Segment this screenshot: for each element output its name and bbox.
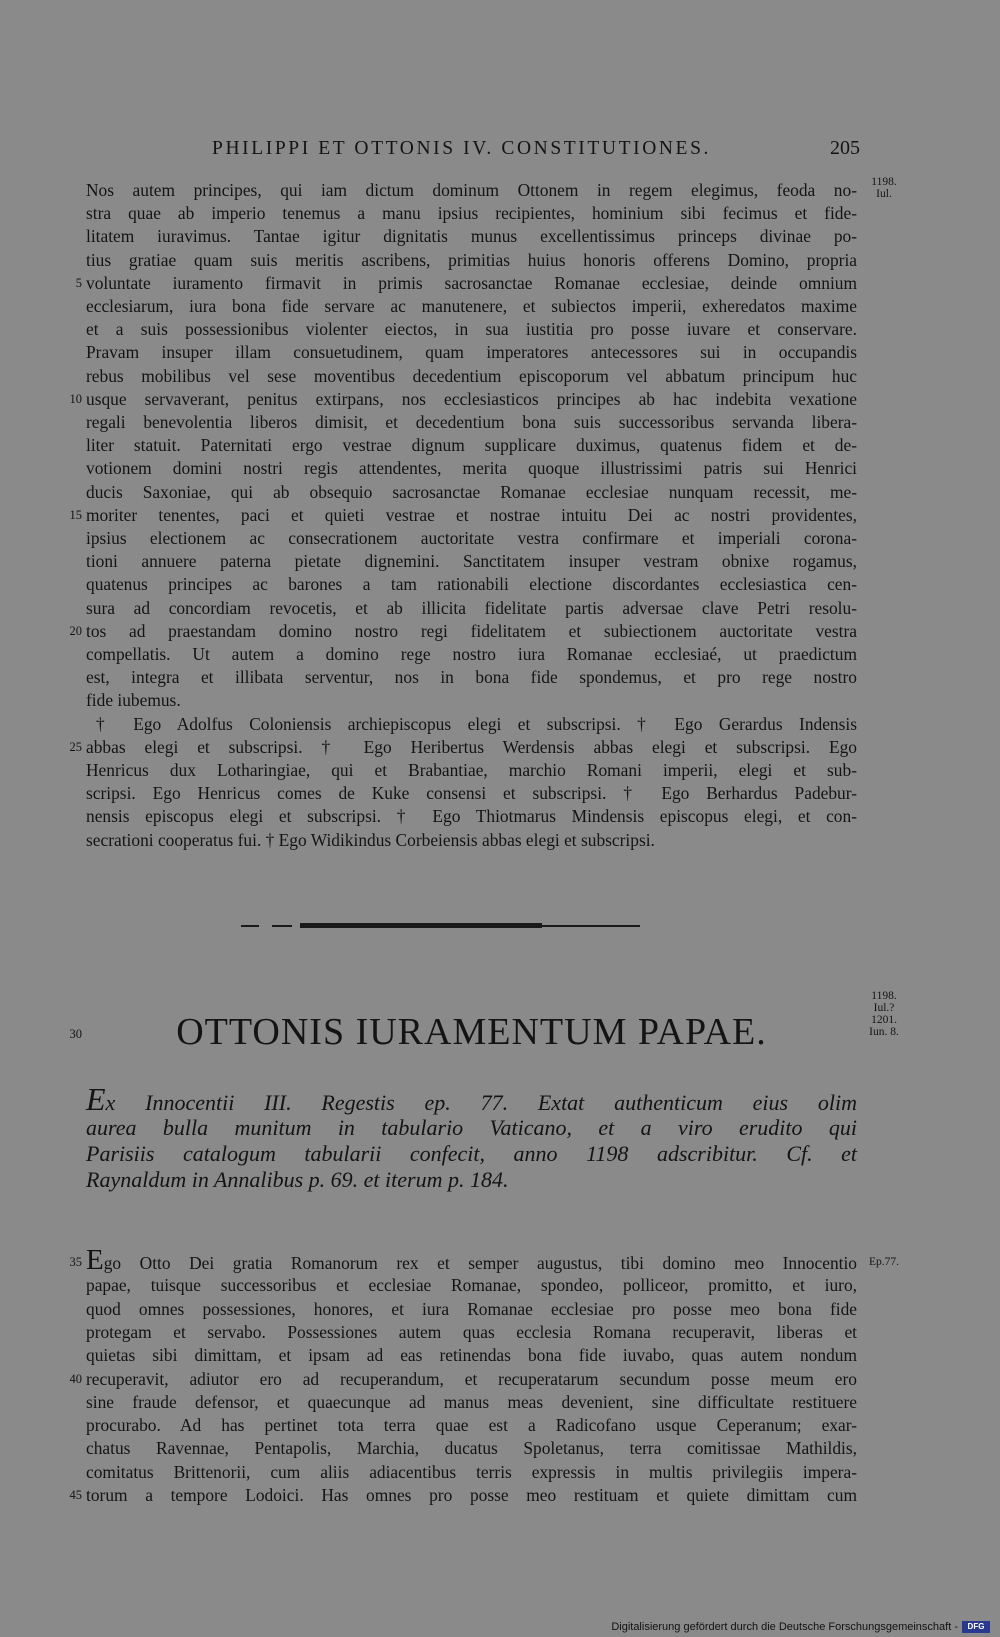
text-line: sura ad concordiam revocetis, et ab illicita fidelitate partis adversae clave Petri resolu- — [86, 598, 857, 618]
text-line: tius gratiae quam suis meritis ascribens, primitias huius honoris offerens Domino, propria — [86, 250, 857, 270]
source-line-text: Parisiis catalogum tabularii confecit, anno 1198 adscribitur. Cf. et — [86, 1141, 857, 1166]
text-line-content: recuperavit, adiutor ero ad recuperandum, et recuperatarum secundum posse meum ero — [86, 1369, 857, 1389]
line-number: 25 — [69, 740, 82, 754]
divider-segment — [241, 925, 259, 927]
text-line — [86, 1390, 857, 1414]
text-line — [86, 1273, 857, 1297]
text-line — [86, 1436, 857, 1460]
dfg-logo: DFG — [962, 1621, 990, 1633]
margin-date-year: 1198. — [871, 990, 897, 1002]
footer-text: Digitalisierung gefördert durch die Deutsche Forschungsgemeinschaft - — [611, 1621, 958, 1633]
source-line-text: Raynaldum in Annalibus p. 69. et iterum p. 184. — [86, 1167, 509, 1192]
margin-date-note — [866, 990, 902, 1038]
source-line — [86, 1081, 857, 1117]
text-line — [86, 1297, 857, 1321]
text-line: moriter tenentes, paci et quieti vestrae et nostrae intuitu Dei ac nostri providentes, — [86, 505, 857, 525]
text-line: scripsi. Ego Henricus comes de Kuke consensi et subscripsi. † Ego Berhardus Padebur- — [86, 783, 857, 803]
divider-segment — [542, 925, 640, 927]
text-line: tos ad praestandam domino nostro regi fidelitatem et subiectionem auctoritate vestra — [86, 621, 857, 641]
text-line: Henricus dux Lotharingiae, qui et Brabantiae, marchio Romani imperii, elegi et sub- — [86, 760, 857, 780]
page-number: 205 — [830, 137, 860, 159]
text-line: ecclesiarum, iura bona fide servare ac manutenere, et subiectos imperii, exheredatos maxime — [86, 296, 857, 316]
line-number: 30 — [69, 1027, 82, 1041]
text-line: et a suis possessionibus violenter eiectos, in sua iustitia pro posse iuvare et conservare. — [86, 319, 857, 339]
source-line-text: aurea bulla munitum in tabulario Vaticano, et a viro erudito qui — [86, 1115, 857, 1140]
text-line — [86, 1244, 857, 1276]
source-line — [86, 1114, 857, 1141]
text-line: est, integra et illibata serventur, nos in bona fide spondemus, et pro rege nostro — [86, 667, 857, 687]
line-number: 20 — [69, 624, 82, 638]
text-line — [86, 1483, 857, 1507]
section-heading: OTTONIS IURAMENTUM PAPAE. — [176, 1011, 767, 1053]
margin-date-year: 1201. — [871, 1014, 897, 1026]
text-line: rebus mobilibus vel sese moventibus decedentium episcoporum vel abbatum principum huc — [86, 366, 857, 386]
text-line: ipsius electionem ac consecrationem auctoritate vestra confirmare et imperiali corona- — [86, 528, 857, 548]
text-line-content: procurabo. Ad has pertinet tota terra quae est a Radicofano usque Ceperanum; exar- — [86, 1415, 857, 1435]
text-line: nensis episcopus elegi et subscripsi. † Ego Thiotmarus Mindensis episcopus elegi, et con- — [86, 806, 857, 826]
margin-date-month: Iun. 8. — [869, 1026, 899, 1038]
text-line — [86, 1413, 857, 1437]
running-head — [212, 137, 860, 163]
text-line — [86, 1367, 857, 1391]
footer-credit — [611, 1620, 990, 1634]
divider-segment — [272, 925, 292, 927]
text-line: abbas elegi et subscripsi. † Ego Heribertus Werdensis abbas elegi et subscripsi. Ego — [86, 737, 857, 757]
margin-letter-reference: Ep.77. — [868, 1256, 900, 1268]
line-number: 45 — [69, 1488, 82, 1502]
line-number: 35 — [69, 1255, 82, 1269]
text-line-content: sine fraude defensor, et quaecunque ad manus meas devenient, sine difficultate restituere — [86, 1392, 857, 1412]
initial-capital: E — [86, 1244, 104, 1276]
text-line: stra quae ab imperio tenemus a manu ipsius recipientes, hominium sibi fecimus et fide- — [86, 203, 857, 223]
source-line — [86, 1166, 857, 1193]
text-line-content: papae, tuisque successoribus et ecclesiae Romanae, spondeo, polliceor, promitto, et iuro, — [86, 1275, 857, 1295]
line-number: 15 — [69, 508, 82, 522]
line-number: 10 — [69, 392, 82, 406]
text-line: Pravam insuper illam consuetudinem, quam imperatores antecessores sui in occupandis — [86, 342, 857, 362]
divider-bar — [300, 923, 542, 928]
margin-date-year: 1198. — [871, 176, 897, 188]
text-line-content: comitatus Brittenorii, cum aliis adiacentibus terris expressis in multis privilegiis impera- — [86, 1462, 857, 1482]
text-line: quatenus principes ac barones a tam rationabili electione discordantes ecclesiastica cen- — [86, 574, 857, 594]
text-line-content: protegam et servabo. Possessiones autem quas ecclesia Romana recuperavit, liberas et — [86, 1322, 857, 1342]
margin-date-month: Iul.? — [873, 1002, 895, 1014]
text-line-content: torum a tempore Lodoici. Has omnes pro posse meo restituam et quiete dimittam cum — [86, 1485, 857, 1505]
text-line: liter statuit. Paternitati ergo vestrae dignum supplicare duximus, quatenus fidem et de- — [86, 435, 857, 455]
text-line-content: chatus Ravennae, Pentapolis, Marchia, ducatus Spoletanus, terra comitissae Mathildis, — [86, 1438, 857, 1458]
line-number: 40 — [69, 1372, 82, 1386]
text-line: Nos autem principes, qui iam dictum dominum Ottonem in regem elegimus, feoda no- — [86, 180, 857, 200]
margin-date-month: Iul. — [876, 188, 892, 200]
text-line-content: quietas sibi dimittam, et ipsam ad eas retinendas bona fide iuvabo, quas autem nondum — [86, 1345, 857, 1365]
text-line: ducis Saxoniae, qui ab obsequio sacrosanctae Romanae ecclesiae nunquam recessit, me- — [86, 482, 857, 502]
text-line: litatem iuravimus. Tantae igitur dignitatis munus excellentissimus princeps divinae po- — [86, 226, 857, 246]
running-title: PHILIPPI ET OTTONIS IV. CONSTITUTIONES. — [212, 138, 711, 159]
source-initial: E — [86, 1081, 106, 1117]
text-line: secrationi cooperatus fui. † Ego Widikindus Corbeiensis abbas elegi et subscripsi. — [86, 830, 655, 850]
text-line-content: go Otto Dei gratia Romanorum rex et semper augustus, tibi domino meo Innocentio — [103, 1253, 857, 1273]
source-line-text: x Innocentii III. Regestis ep. 77. Extat authenticum eius olim — [105, 1090, 857, 1115]
text-line: usque servaverant, penitus extirpans, nos ecclesiasticos principes ab hac indebita vexatione — [86, 389, 857, 409]
text-line: fide iubemus. — [86, 690, 181, 710]
text-line — [86, 1320, 857, 1344]
source-line — [86, 1140, 857, 1167]
line-number: 5 — [75, 276, 82, 290]
text-line: † Ego Adolfus Coloniensis archiepiscopus elegi et subscripsi. † Ego Gerardus Indensis — [96, 714, 857, 734]
text-line: voluntate iuramento firmavit in primis sacrosanctae Romanae ecclesiae, deinde omnium — [86, 273, 857, 293]
text-line: compellatis. Ut autem a domino rege nostro iura Romanae ecclesiaé, ut praedictum — [86, 644, 857, 664]
text-line: votionem domini nostri regis attendentes, merita quoque illustrissimi patris sui Henrici — [86, 458, 857, 478]
text-line: tioni annuere paterna pietate dignemini. Sanctitatem insuper vestram obnixe rogamus, — [86, 551, 857, 571]
text-line — [86, 1343, 857, 1367]
text-line — [86, 1460, 857, 1484]
margin-date-note — [866, 176, 902, 200]
text-line: regali benevolentia liberos dimisit, et decedentium bona suis successoribus servanda libera- — [86, 412, 857, 432]
text-line-content: quod omnes possessiones, honores, et iura Romanae ecclesiae pro posse meo bona fide — [86, 1299, 857, 1319]
